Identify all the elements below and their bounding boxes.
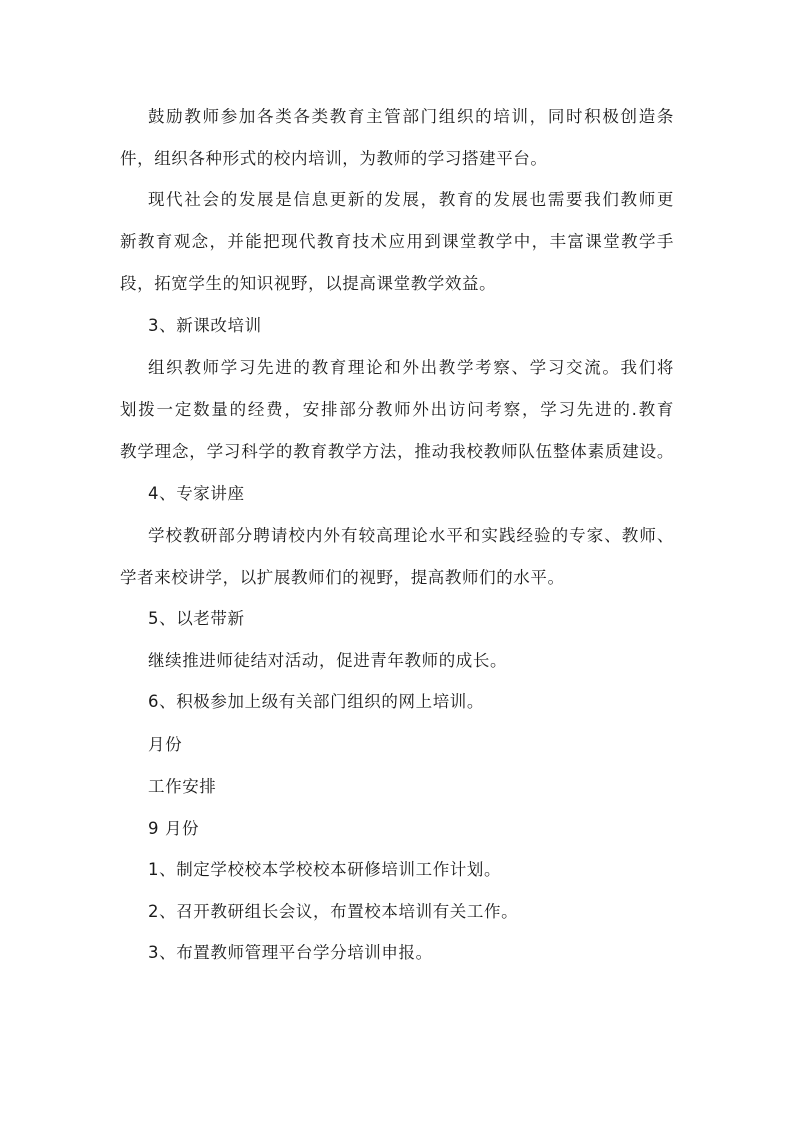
schedule-item-3: 3、布置教师管理平台学分培训申报。: [148, 943, 433, 962]
section-heading-new-curriculum: 3、新课改培训: [148, 316, 262, 335]
schedule-item-1: 1、制定学校校本学校校本研修培训工作计划。: [148, 860, 502, 879]
schedule-item-2: 2、召开教研组长会议，布置校本培训有关工作。: [148, 902, 519, 921]
text-line: 件，组织各种形式的校内培训，为教师的学习搭建平台。: [120, 149, 548, 168]
text-line: 现代社会的发展是信息更新的发展，教育的发展也需要我们教师更: [148, 190, 674, 209]
text-line: 新教育观念，并能把现代教育技术应用到课堂教学中，丰富课堂教学手: [120, 232, 674, 251]
schedule-work-header: 工作安排: [148, 777, 217, 796]
section-heading-mentorship: 5、以老带新: [148, 609, 245, 628]
text-line: 段，拓宽学生的知识视野，以提高课堂教学效益。: [120, 274, 497, 293]
section-heading-expert-lectures: 4、专家讲座: [148, 484, 245, 503]
text-line: 学者来校讲学，以扩展教师们的视野，提高教师们的水平。: [120, 568, 565, 587]
schedule-month-september: 9 月份: [148, 819, 200, 838]
text-line: 组织教师学习先进的教育理论和外出教学考察、学习交流。我们将: [148, 358, 674, 377]
text-line: 学校教研部分聘请校内外有较高理论水平和实践经验的专家、教师、: [148, 526, 674, 545]
text-line: 鼓励教师参加各类各类教育主管部门组织的培训，同时积极创造条: [148, 107, 674, 126]
paragraph-mentorship: 继续推进师徒结对活动，促进青年教师的成长。: [148, 651, 508, 670]
section-heading-online-training: 6、积极参加上级有关部门组织的网上培训。: [148, 692, 484, 711]
text-line: 划拨一定数量的经费，安排部分教师外出访问考察，学习先进的.教育: [120, 400, 674, 419]
schedule-month-header: 月份: [148, 735, 183, 754]
text-line: 教学理念，学习科学的教育教学方法，推动我校教师队伍整体素质建设。: [120, 442, 674, 461]
